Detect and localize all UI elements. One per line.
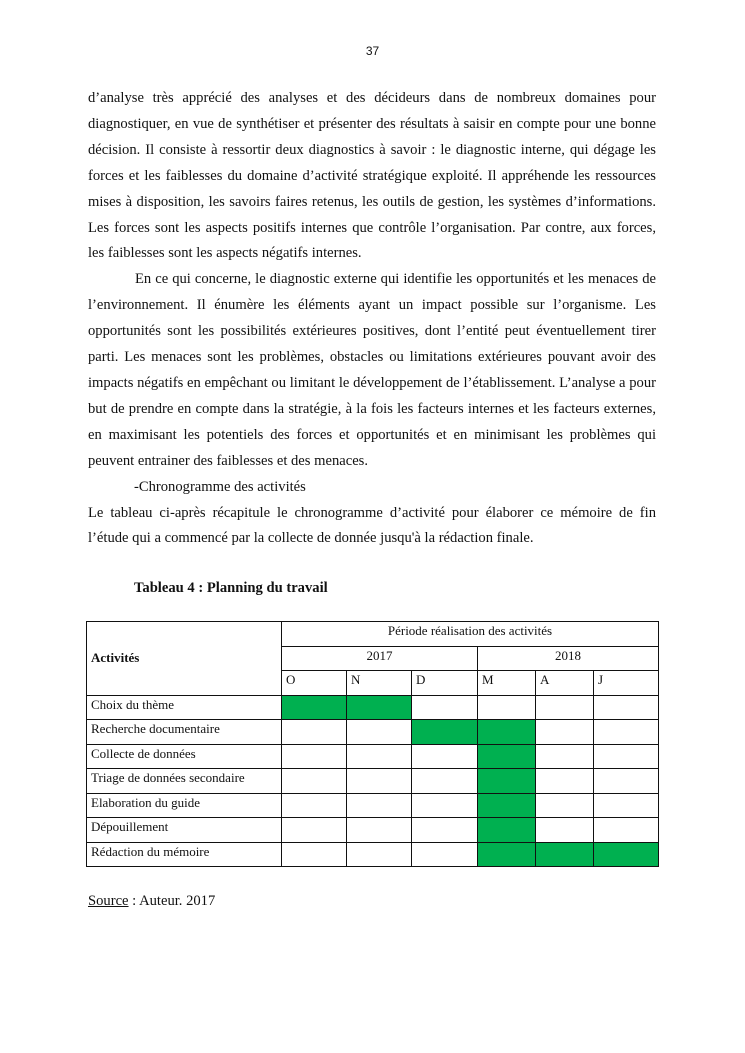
source-note — [88, 893, 215, 910]
header-month: D — [412, 671, 478, 696]
activity-label: Recherche documentaire — [87, 720, 282, 745]
empty-cell — [282, 793, 347, 818]
empty-cell — [412, 769, 478, 794]
empty-cell — [282, 744, 347, 769]
activity-label: Rédaction du mémoire — [87, 842, 282, 867]
table-row — [87, 744, 659, 769]
header-period: Période réalisation des activités — [282, 622, 659, 647]
header-activities: Activités — [87, 622, 282, 696]
filled-cell — [478, 818, 536, 843]
activity-label: Elaboration du guide — [87, 793, 282, 818]
planning-table — [86, 621, 659, 867]
empty-cell — [282, 769, 347, 794]
empty-cell — [536, 793, 594, 818]
empty-cell — [536, 720, 594, 745]
filled-cell — [282, 695, 347, 720]
header-month: N — [347, 671, 412, 696]
filled-cell — [478, 769, 536, 794]
filled-cell — [347, 695, 412, 720]
filled-cell — [536, 842, 594, 867]
empty-cell — [594, 695, 659, 720]
empty-cell — [536, 744, 594, 769]
section-heading: -Chronogramme des activités — [134, 478, 306, 495]
table-row — [87, 769, 659, 794]
table-caption: Tableau 4 : Planning du travail — [134, 580, 328, 596]
empty-cell — [347, 769, 412, 794]
filled-cell — [412, 720, 478, 745]
table-row — [87, 842, 659, 867]
empty-cell — [412, 818, 478, 843]
activity-label: Triage de données secondaire — [87, 769, 282, 794]
empty-cell — [412, 744, 478, 769]
empty-cell — [347, 744, 412, 769]
empty-cell — [594, 818, 659, 843]
empty-cell — [594, 720, 659, 745]
table-row — [87, 695, 659, 720]
table-row — [87, 793, 659, 818]
empty-cell — [347, 818, 412, 843]
paragraph: d’analyse très apprécié des analyses et des décideurs dans de nombreux domaines pour diagnostiquer, en vue de synthétiser et présenter des résultats à saisir en compte pour une bonne décision. Il consiste à ressortir deux diagnostics à savoir : le diagnostic interne, qui dégage les forces et les faiblesses du domaine d’activité stratégique exploité. Il appréhende les ressources mises à disposition, les savoirs faires retenus, les outils de gestion, les systèmes d’informations. Les forces sont les aspects positifs internes que contrôle l’organisation. Par contre, aux forces, les faiblesses sont les aspects négatifs internes. — [88, 90, 656, 262]
header-month: O — [282, 671, 347, 696]
empty-cell — [478, 695, 536, 720]
empty-cell — [594, 769, 659, 794]
empty-cell — [282, 842, 347, 867]
empty-cell — [347, 793, 412, 818]
activity-label: Choix du thème — [87, 695, 282, 720]
body-text — [88, 86, 656, 552]
empty-cell — [536, 818, 594, 843]
empty-cell — [594, 793, 659, 818]
header-month: A — [536, 671, 594, 696]
header-year: 2017 — [282, 646, 478, 671]
empty-cell — [347, 842, 412, 867]
table-row — [87, 818, 659, 843]
activity-label: Dépouillement — [87, 818, 282, 843]
paragraph: Le tableau ci-après récapitule le chronogramme d’activité pour élaborer ce mémoire de fin l’étude qui a commencé par la collecte de donnée jusqu'à la rédaction finale. — [88, 504, 656, 547]
filled-cell — [478, 720, 536, 745]
empty-cell — [594, 744, 659, 769]
empty-cell — [282, 818, 347, 843]
empty-cell — [412, 793, 478, 818]
source-label: Source — [88, 893, 129, 909]
filled-cell — [478, 793, 536, 818]
paragraph: En ce qui concerne, le diagnostic externe qui identifie les opportunités et les menaces de l’environnement. Il énumère les éléments ayant un impact possible sur l’organisme. Les opportunités sont les possibilités extérieures positives, dont l’entité peut éventuellement tirer parti. Les menaces sont les problèmes, obstacles ou limitations extérieures pouvant avoir des impacts négatifs en empêchant ou limitant le développement de l’établissement. L’analyse a pour but de prendre en compte dans la stratégie, à la fois les facteurs internes et les facteurs externes, en maximisant les potentiels des forces et opportunités et en minimisant les problèmes qui peuvent entrainer des faiblesses et des menaces. — [88, 271, 656, 469]
empty-cell — [412, 695, 478, 720]
page-number: 37 — [365, 44, 380, 58]
filled-cell — [594, 842, 659, 867]
activity-label: Collecte de données — [87, 744, 282, 769]
header-month: J — [594, 671, 659, 696]
empty-cell — [282, 720, 347, 745]
header-year: 2018 — [478, 646, 659, 671]
source-text: : Auteur. 2017 — [128, 893, 216, 909]
empty-cell — [536, 695, 594, 720]
header-month: M — [478, 671, 536, 696]
empty-cell — [536, 769, 594, 794]
filled-cell — [478, 842, 536, 867]
table-row — [87, 720, 659, 745]
filled-cell — [478, 744, 536, 769]
empty-cell — [347, 720, 412, 745]
empty-cell — [412, 842, 478, 867]
